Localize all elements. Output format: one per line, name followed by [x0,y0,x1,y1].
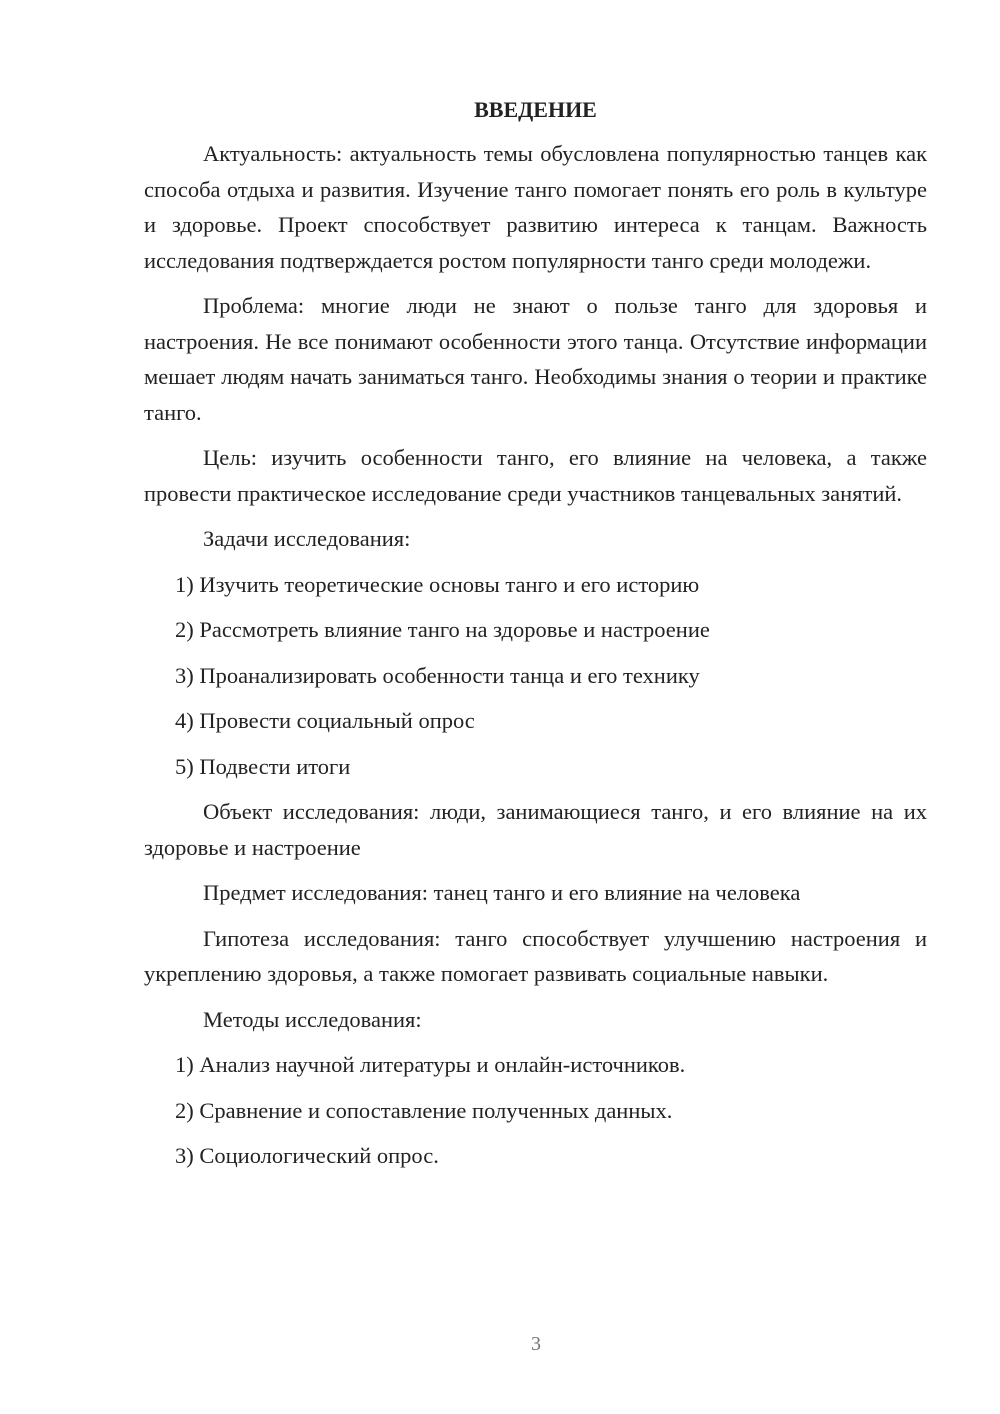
task-item-5: 5) Подвести итоги [175,753,351,779]
goal-paragraph: Цель: изучить особенности танго, его влияние на человека, а также провести практическое исследование среди участников танцевальных занятий. [144,445,927,506]
method-item-3: 3) Социологический опрос. [175,1143,439,1168]
method-item-2: 2) Сравнение и сопоставление полученных данных. [175,1097,673,1123]
task-item-1: 1) Изучить теоретические основы танго и его историю [175,571,700,597]
relevance-paragraph: Актуальность: актуальность темы обусловлена популярностью танцев как способа отдыха и развития. Изучение танго помогает понять его роль в культуре и здоровье. Проект способствует развитию интереса к танцам. Важность исследования подтверждается ростом популярности танго среди молодежи. [144,141,927,273]
object-paragraph: Объект исследования: люди, занимающиеся танго, и его влияние на их здоровье и настроение [144,799,927,860]
tasks-list [144,567,927,785]
method-item-1: 1) Анализ научной литературы и онлайн-источников. [175,1052,686,1077]
task-item-4: 4) Провести социальный опрос [175,708,475,733]
tasks-heading: Задачи исследования: [203,526,411,551]
document-page [144,95,927,1184]
page-number: 3 [531,1333,541,1355]
methods-list [144,1047,927,1174]
subject-paragraph: Предмет исследования: танец танго и его влияние на человека [203,880,801,905]
section-title: ВВЕДЕНИЕ [474,97,597,122]
task-item-3: 3) Проанализировать особенности танца и его технику [175,662,700,688]
methods-heading: Методы исследования: [203,1006,422,1032]
task-item-2: 2) Рассмотреть влияние танго на здоровье и настроение [175,617,710,642]
problem-paragraph: Проблема: многие люди не знают о пользе танго для здоровья и настроения. Не все понимают особенности этого танца. Отсутствие информации мешает людям начать заниматься танго. Необходимы знания о теории и практике танго. [144,293,927,425]
hypothesis-paragraph: Гипотеза исследования: танго способствует улучшению настроения и укреплению здоровья, а также помогает развивать социальные навыки. [144,925,927,986]
